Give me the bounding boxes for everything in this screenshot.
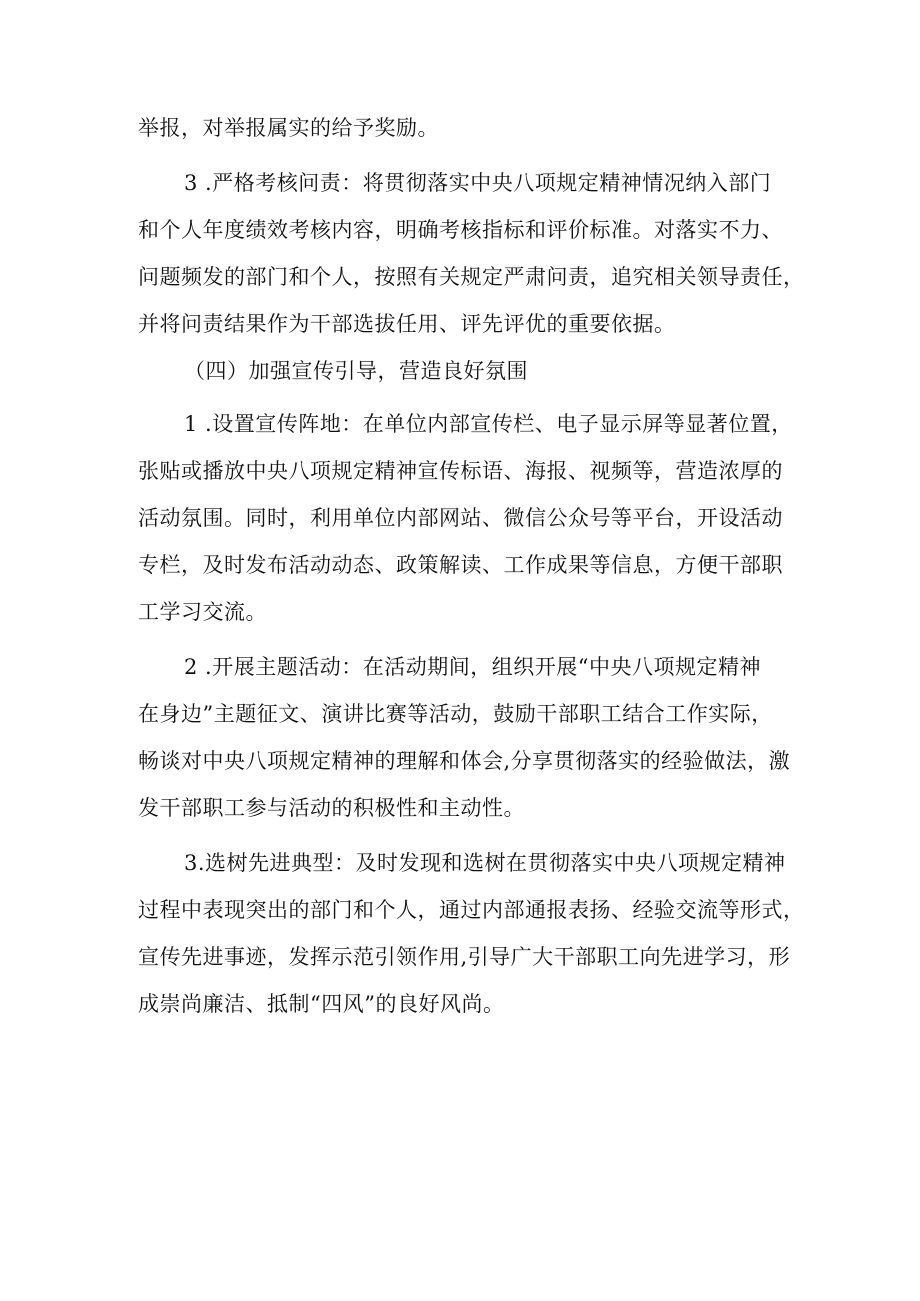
text-line-3: 和个人年度绩效考核内容，明确考核指标和评价标准。对落实不力、 — [138, 218, 783, 242]
text-line-7: 1 .设置宣传阵地：在单位内部宣传栏、电子显示屏等显著位置， — [184, 412, 793, 436]
text-line-4: 问题频发的部门和个人，按照有关规定严肃问责，追究相关领导责任， — [138, 265, 805, 289]
text-line-18: 宣传先进事迹，发挥示范引领作用,引导广大干部职工向先进学习，形 — [138, 945, 791, 969]
text-line-10: 专栏，及时发布活动动态、政策解读、工作成果等信息，方便干部职 — [138, 553, 783, 577]
text-line-9: 活动氛围。同时，利用单位内部网站、微信公众号等平台，开设活动 — [138, 506, 783, 530]
text-line-16: 3.选树先进典型：及时发现和选树在贯彻落实中央八项规定精神 — [184, 851, 786, 875]
text-line-5: 并将问责结果作为干部选拔任用、评先评优的重要依据。 — [138, 312, 676, 336]
text-line-2: 3 .严格考核问责：将贯彻落实中央八项规定精神情况纳入部门 — [184, 171, 772, 195]
text-line-1: 举报，对举报属实的给予奖励。 — [138, 116, 439, 140]
text-line-15: 发干部职工参与活动的积极性和主动性。 — [138, 796, 525, 820]
section-heading: （四）加强宣传引导，营造良好氛围 — [184, 359, 528, 383]
text-line-12: 2 .开展主题活动：在活动期间，组织开展“中央八项规定精神 — [184, 655, 761, 679]
text-line-14: 畅谈对中央八项规定精神的理解和体会,分享贯彻落实的经验做法，激 — [138, 749, 791, 773]
text-line-11: 工学习交流。 — [138, 600, 267, 624]
text-line-17: 过程中表现突出的部门和个人，通过内部通报表扬、经验交流等形式， — [138, 898, 805, 922]
text-line-8: 张贴或播放中央八项规定精神宣传标语、海报、视频等，营造浓厚的 — [138, 459, 783, 483]
text-line-19: 成崇尚廉洁、抵制“四风”的良好风尚。 — [138, 992, 505, 1016]
text-line-13: 在身边”主题征文、演讲比赛等活动，鼓励干部职工结合工作实际， — [138, 702, 773, 726]
